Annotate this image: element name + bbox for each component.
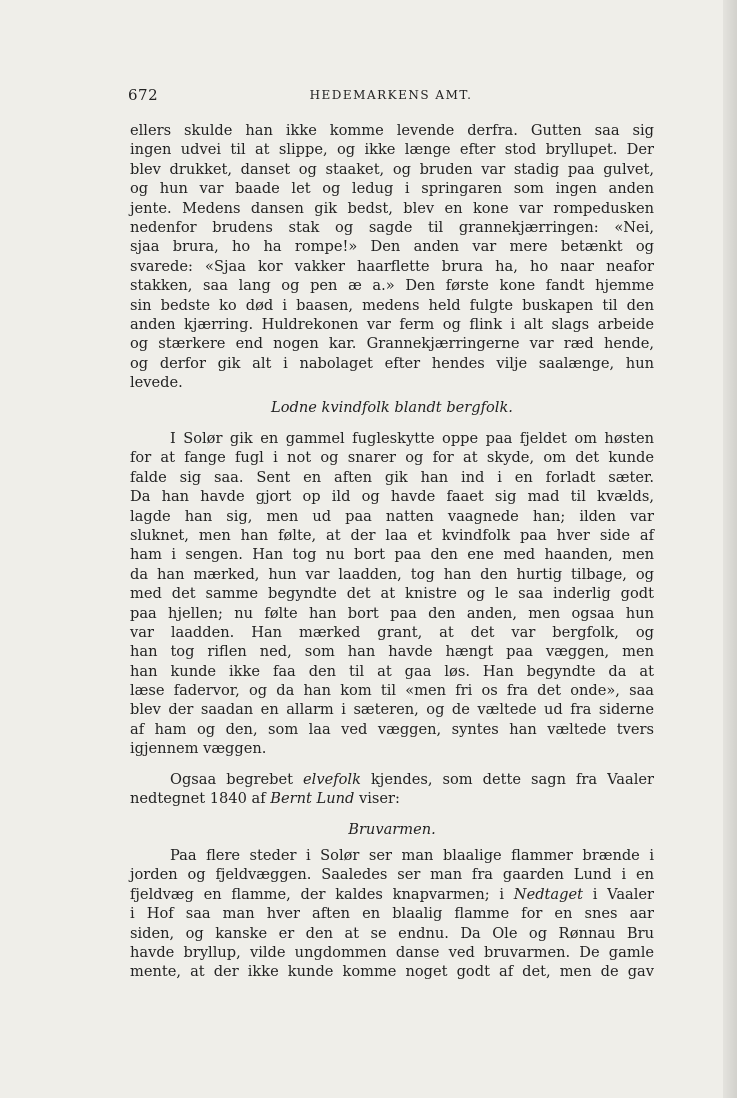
- paragraph-bruvarmen: [130, 846, 654, 982]
- text-line: han kunde ikke faa den til at gaa løs. Han begyndte da at: [130, 662, 654, 680]
- page-edge: [723, 0, 737, 1098]
- text-run: i Vaaler: [582, 885, 654, 903]
- text-line: blev der saadan en allarm i sæteren, og de væltede ud fra siderne: [130, 701, 654, 719]
- emphasis-place: Nedtaget: [513, 885, 583, 903]
- text-line: [130, 770, 654, 789]
- section-heading: Bruvarmen.: [348, 821, 436, 838]
- text-line: han tog riflen ned, som han havde hængt paa væggen, men: [130, 643, 654, 661]
- text-line: falde sig saa. Sent en aften gik han ind i en forladt sæter.: [130, 468, 654, 486]
- text-line: med det samme begyndte det at knistre og le saa inderlig godt: [130, 585, 654, 603]
- text-run: fjeldvæg en flamme, der kaldes knapvarmen; i: [130, 885, 514, 903]
- page-number: 672: [128, 86, 159, 104]
- text-line: i Hof saa man hver aften en blaalig flamme for en snes aar: [130, 905, 654, 923]
- paragraph-elvefolk: [130, 770, 654, 809]
- text-line: sin bedste ko død i baasen, medens held fulgte buskapen til den: [130, 296, 654, 314]
- paragraph-huldrekone: [130, 121, 654, 392]
- text-line: ham i sengen. Han tog nu bort paa den ene med haanden, men: [130, 546, 654, 564]
- text-line: havde bryllup, vilde ungdommen danse ved bruvarmen. De gamle: [130, 943, 654, 961]
- text-line: ellers skulde han ikke komme levende derfra. Gutten saa sig: [130, 122, 654, 139]
- text-run: kjendes, som dette sagn fra Vaaler: [360, 771, 654, 788]
- text-line: levede.: [130, 374, 183, 392]
- text-line: paa hjellen; nu følte han bort paa den anden, men ogsaa hun: [130, 604, 654, 622]
- text-run: nedtegnet 1840 af: [130, 790, 271, 808]
- text-line: Da han havde gjort op ild og havde faaet sig mad til kvælds,: [130, 488, 654, 506]
- text-run: viser:: [354, 790, 400, 808]
- text-line: for at fange fugl i not og snarer og for at skyde, om det kunde: [130, 449, 654, 467]
- emphasis-elvefolk: elvefolk: [303, 771, 361, 788]
- text-line: siden, og kanske er den at se endnu. Da Ole og Rønnau Bru: [130, 924, 654, 942]
- text-line: sjaa brura, ho ha rompe!» Den anden var mere betænkt og: [130, 238, 654, 256]
- text-line: lagde han sig, men ud paa natten vaagnede han; ilden var: [130, 507, 654, 525]
- text-line: [130, 885, 654, 904]
- text-line: svarede: «Sjaa kor vakker haarflette brura ha, ho naar neafor: [130, 257, 654, 275]
- text-line: ingen udvei til at slippe, og ikke længe efter stod bryllupet. Der: [130, 141, 654, 159]
- section-heading: Lodne kvindfolk blandt bergfolk.: [271, 399, 513, 416]
- text-line: mente, at der ikke kunde komme noget godt af det, men de gav: [130, 963, 654, 981]
- text-line: Paa flere steder i Solør ser man blaalige flammer brænde i: [170, 847, 654, 864]
- text-line: og hun var baade let og ledug i springaren som ingen anden: [130, 180, 654, 198]
- text-line: nedenfor brudens stak og sagde til grannekjærringen: «Nei,: [130, 218, 654, 236]
- text-line: af ham og den, som laa ved væggen, syntes han væltede tvers: [130, 720, 654, 738]
- text-line: stakken, saa lang og pen æ a.» Den første kone fandt hjemme: [130, 277, 654, 295]
- text-line: og stærkere end nogen kar. Grannekjærringerne var ræd hende,: [130, 335, 654, 353]
- text-line: jorden og fjeldvæggen. Saaledes ser man fra gaarden Lund i en: [130, 866, 654, 884]
- text-line: [130, 789, 654, 808]
- text-line: anden kjærring. Huldrekonen var ferm og flink i alt slags arbeide: [130, 315, 654, 333]
- paragraph-fugleskytte: [130, 429, 654, 759]
- running-head: HEDEMARKENS AMT.: [309, 88, 473, 102]
- text-line: igjennem væggen.: [130, 740, 267, 758]
- text-line: sluknet, men han følte, at der laa et kvindfolk paa hver side af: [130, 526, 654, 544]
- text-line: jente. Medens dansen gik bedst, blev en kone var rompedusken: [130, 199, 654, 217]
- text-line: var laadden. Han mærked grant, at det var bergfolk, og: [130, 623, 654, 641]
- text-line: læse fadervor, og da han kom til «men fri os fra det onde», saa: [130, 682, 654, 700]
- text-line: og derfor gik alt i nabolaget efter hendes vilje saalænge, hun: [130, 354, 654, 372]
- text-line: da han mærked, hun var laadden, tog han den hurtig tilbage, og: [130, 565, 654, 583]
- text-line: blev drukket, danset og staaket, og bruden var stadig paa gulvet,: [130, 160, 654, 178]
- page-header: [128, 86, 654, 106]
- text-line: I Solør gik en gammel fugleskytte oppe paa fjeldet om høsten: [170, 430, 654, 447]
- text-run: Ogsaa begrebet: [170, 771, 304, 788]
- emphasis-author: Bernt Lund: [270, 790, 355, 808]
